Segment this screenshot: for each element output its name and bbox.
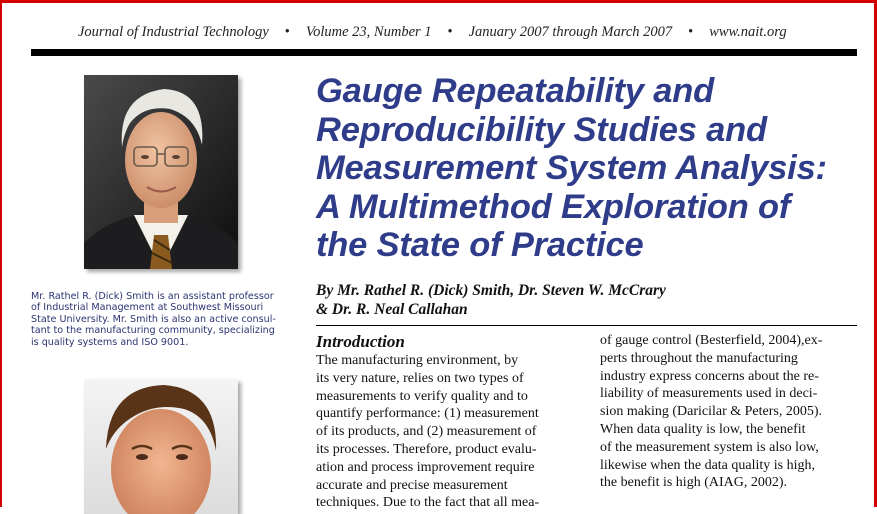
author-photo-smith bbox=[84, 75, 238, 269]
body-line: techniques. Due to the fact that all mea- bbox=[316, 495, 540, 511]
journal-volume: Volume 23, Number 1 bbox=[305, 24, 432, 40]
body-line: perts throughout the manufacturing bbox=[600, 350, 798, 366]
body-line: When data quality is low, the benefit bbox=[600, 421, 806, 437]
body-line: measurements to verify quality and to bbox=[316, 388, 528, 404]
header-separator: • bbox=[688, 24, 694, 40]
header-separator: • bbox=[284, 24, 290, 40]
section-heading-introduction: Introduction bbox=[316, 332, 405, 351]
byline-line: By Mr. Rathel R. (Dick) Smith, Dr. Steven W. McCrary bbox=[316, 282, 666, 299]
body-line: liability of measurements used in deci- bbox=[600, 386, 818, 402]
title-line: the State of Practice bbox=[316, 226, 644, 264]
author-bio-caption bbox=[31, 291, 293, 348]
journal-dates: January 2007 through March 2007 bbox=[468, 24, 673, 40]
caption-line: State University. Mr. Smith is also an active consul- bbox=[31, 313, 276, 325]
caption-line: Mr. Rathel R. (Dick) Smith is an assistant professor bbox=[31, 291, 274, 302]
body-line: sion making (Daricilar & Peters, 2005). bbox=[600, 404, 823, 420]
title-line: A Multimethod Exploration of bbox=[316, 187, 791, 226]
caption-line: of Industrial Management at Southwest Missouri bbox=[31, 302, 264, 314]
body-line: of the measurement system is also low, bbox=[600, 439, 819, 455]
caption-line: tant to the manufacturing community, specializing bbox=[31, 325, 275, 337]
window-border-top bbox=[0, 0, 877, 3]
body-line: accurate and precise measurement bbox=[316, 477, 508, 493]
body-line: the benefit is high (AIAG, 2002). bbox=[600, 475, 788, 491]
body-line: its very nature, relies on two types of bbox=[316, 370, 524, 386]
header-separator: • bbox=[447, 24, 453, 40]
body-column-right bbox=[600, 332, 858, 492]
journal-website: www.nait.org bbox=[709, 24, 787, 40]
byline-rule bbox=[316, 325, 857, 326]
title-line: Measurement System Analysis: bbox=[316, 149, 827, 187]
body-line: industry express concerns about the re- bbox=[600, 368, 819, 384]
journal-name: Journal of Industrial Technology bbox=[78, 24, 269, 40]
body-line: its processes. Therefore, product evalu- bbox=[316, 441, 537, 457]
body-line: of gauge control (Besterfield, 2004),ex- bbox=[600, 333, 823, 348]
title-line: Reproducibility Studies and bbox=[316, 110, 767, 149]
caption-line: is quality systems and ISO 9001. bbox=[31, 336, 189, 348]
body-line: of its products, and (2) measurement of bbox=[316, 424, 537, 440]
body-line: ation and process improvement require bbox=[316, 459, 535, 475]
body-line: likewise when the data quality is high, bbox=[600, 457, 816, 473]
header-rule bbox=[31, 49, 857, 56]
body-line: The manufacturing environment, by bbox=[316, 353, 519, 368]
byline-line: & Dr. R. Neal Callahan bbox=[316, 301, 468, 318]
author-byline bbox=[316, 281, 766, 319]
body-line: quantify performance: (1) measurement bbox=[316, 406, 539, 422]
title-line: Gauge Repeatability and bbox=[316, 72, 714, 110]
author-photo-mccrary bbox=[84, 379, 238, 514]
body-column-left bbox=[316, 332, 576, 512]
window-border-left bbox=[0, 0, 2, 507]
article-title bbox=[316, 72, 861, 265]
running-header bbox=[78, 24, 818, 41]
